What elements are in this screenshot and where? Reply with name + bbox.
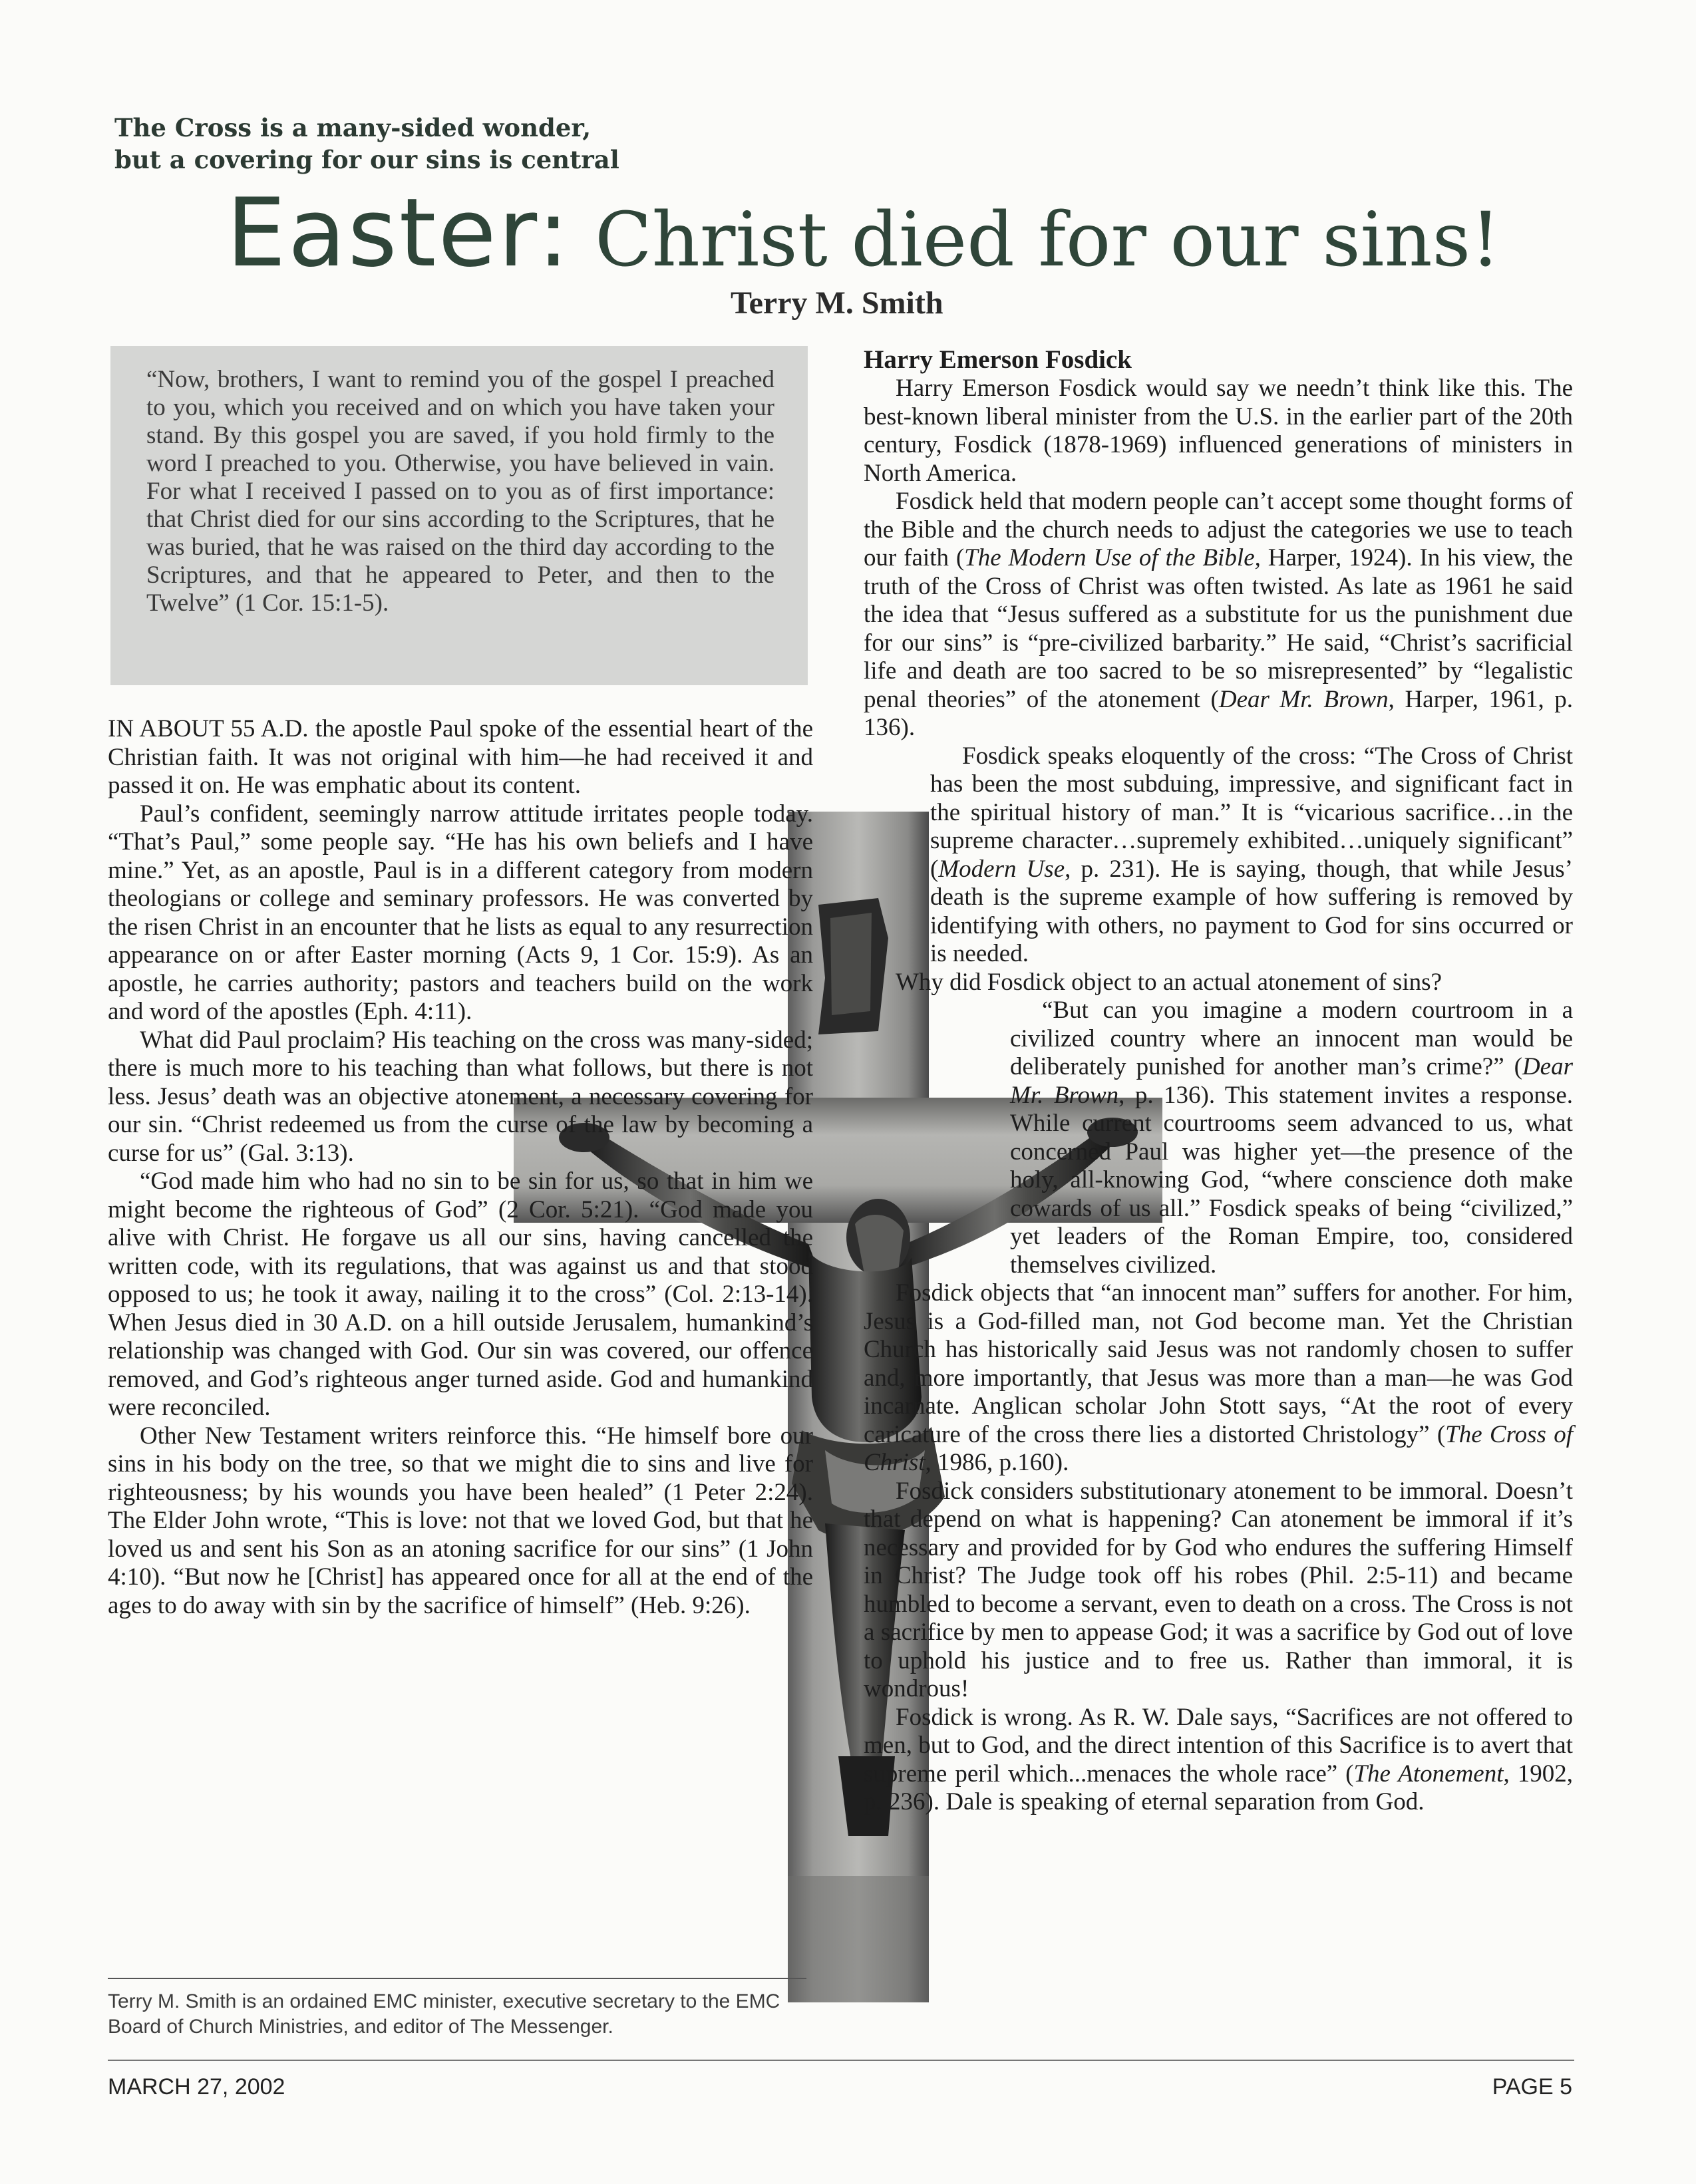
author-bio: Terry M. Smith is an ordained EMC minister, executive secretary to the EMC Board of Church Ministries, and editor of The Messenger. (108, 1990, 780, 2038)
left-paragraph-2 (108, 800, 813, 1026)
right-paragraph-2-a: Fosdick held that modern people can’t accept some thought forms of the Bible and the church needs to adjust the categories we use to teach our faith ( (864, 488, 1573, 571)
right-paragraph-3-b: , p. 231). He is saying, though, that while Jesus’ death is the supreme example of how suffering is removed by identifying with others, no payment to God for sins occurred or is needed. (930, 855, 1573, 967)
right-paragraph-2 (864, 488, 1573, 742)
kicker-line-2: but a covering for our sins is central (114, 145, 619, 174)
right-paragraph-5 (1010, 997, 1573, 1279)
right-paragraph-6-a: Fosdick objects that “an innocent man” suffers for another. For him, Jesus is a God-filled man, not God become man. Yet the Christian Church has historically said Jesus was not randomly chosen to suffer and, more importantly, that Jesus was more than a man—he was God incarnate. Anglican scholar John Stott says, “At the root of every caricature of the cross there lies a distorted Christology” ( (864, 1279, 1573, 1448)
right-paragraph-7: Fosdick considers substitutionary atonement to be immoral. Doesn’t that depend on what is happening? Can atonement be immoral if it’s necessary and provided for by God who endures the suffering Himself in Christ? The Judge took off his robes (Phil. 2:5-11) and became humbled to become a servant, even to death on a cross. The Cross is not a sacrifice by men to appease God; it was a sacrifice by God out of love to uphold his justice and to free us. Rather than immoral, it is wondrous! (864, 1477, 1573, 1702)
byline: Terry M. Smith (731, 285, 943, 321)
headline-word-1: Easter: (226, 178, 572, 288)
footer-page-number: PAGE 5 (1492, 2074, 1572, 2100)
right-paragraph-5-a: “But can you imagine a modern courtroom in a civilized country where an innocent man would be deliberately punished for another man’s crime?” ( (1010, 997, 1573, 1080)
right-paragraph-6-b: , 1986, p.160). (925, 1449, 1069, 1476)
right-paragraph-8 (864, 1704, 1573, 1817)
headline-rest: Christ died for our sins! (571, 197, 1501, 283)
right-paragraph-5-b: , p. 136). This statement invites a response. While current courtrooms seem advanced to us, what concerned Paul was higher yet—the presence of the holy, all-knowing God, “where conscience doth make cowards of us all.” Fosdick speaks of being “civilized,” yet leaders of the Roman Empire, too, considered themselves civilized. (1010, 1081, 1573, 1279)
book-title-dear-mr-brown: Dear Mr. Brown (1218, 685, 1389, 713)
bio-divider (108, 1978, 806, 1979)
right-column (864, 345, 1573, 1817)
right-paragraph-2-b: Harper, 1924). In his view, the truth of the Cross of Christ was often twisted. As late as 1961 he said the idea that “Jesus suffered as a substitute for us the punishment due for our sins” is “pre-civilized barbarity.” He said, “Christ’s sacrificial life and death are too sacred to be so misrepresented” by “legalistic penal theories” of the atonement ( (864, 544, 1573, 713)
book-title-modern-use: The Modern Use of the Bible, (964, 544, 1261, 571)
left-paragraph-4: “God made him who had no sin to be sin for us, so that in him we might become the righteous of God” (2 Cor. 5:21). “God made you alive with Christ. He forgave us all our sins, having cancelled the written code, with its regulations, that was against us and that stood opposed to us; he took it away, nailing it to the cross” (Col. 2:13-14). When Jesus died in 30 A.D. on a hill outside Jerusalem, humankind’s relationship was changed with God. Our sin was covered, our offence removed, and God’s righteous anger turned aside. God and humankind were reconciled. (108, 1168, 813, 1421)
right-paragraph-8-b: , 1902, p. 236). Dale is speaking of eternal separation from God. (864, 1760, 1573, 1815)
kicker (114, 112, 846, 176)
headline (226, 178, 1557, 288)
right-paragraph-8-a: Fosdick is wrong. As R. W. Dale says, “Sacrifices are not offered to men, but to God, and the direct intention of this Sacrifice is to avert that supreme peril which...menaces the whole race” ( (864, 1703, 1573, 1788)
pull-quote-box (110, 346, 808, 685)
book-title-atonement: The Atonement (1353, 1760, 1504, 1788)
left-paragraph-1: IN ABOUT 55 A.D. the apostle Paul spoke of the essential heart of the Christian faith. It was not original with him—he had received it and passed it on. He was emphatic about its content. (108, 715, 813, 799)
right-paragraph-4: Why did Fosdick object to an actual atonement of sins? (896, 968, 1442, 996)
footer-divider (108, 2060, 1574, 2061)
right-paragraph-6 (864, 1279, 1573, 1478)
left-paragraph-3: What did Paul proclaim? His teaching on the cross was many-sided; there is much more to his teaching than what follows, but there is not less. Jesus’ death was an objective atonement, a necessary covering for our sin. “Christ redeemed us from the curse of the law by becoming a curse for us” (Gal. 3:13). (108, 1026, 813, 1167)
right-paragraph-1: Harry Emerson Fosdick would say we needn’t think like this. The best-known liberal minister from the U.S. in the earlier part of the 20th century, Fosdick (1878-1969) influenced generations of ministers in North America. (864, 375, 1573, 487)
right-paragraph-2-c: , Harper, 1961, p. 136). (864, 685, 1574, 741)
right-paragraph-3-a: Fosdick speaks eloquently of the cross: “The Cross of Christ has been the most subduing, impressive, and significant fact in the spiritual history of man.” It is “vicarious sacrifice…in the supreme character…supremely exhibited…uniquely significant” ( (930, 742, 1573, 883)
right-paragraph-3 (930, 742, 1573, 969)
footer-date: MARCH 27, 2002 (108, 2074, 285, 2100)
pull-quote-text: “Now, brothers, I want to remind you of the gospel I preached to you, which you received and on which you have taken your stand. By this gospel you are saved, if you hold firmly to the word I preached to you. Otherwise, you have believed in vain. For what I received I passed on to you as of first importance: that Christ died for our sins according to the Scriptures, that he was buried, that he was raised on the third day according to the Scriptures, and that he appeared to Peter, and then to the Twelve” (1 Cor. 15:1-5). (146, 366, 774, 617)
left-paragraph-5: Other New Testament writers reinforce this. “He himself bore our sins in his body on the tree, so that we might die to sins and live for righteousness; by his wounds you have been healed” (1 Peter 2:24). The Elder John wrote, “This is love: not that we loved God, but that he loved us and sent his Son as an atoning sacrifice for our sins” (1 John 4:10). “But now he [Christ] has appeared once for all at the end of the ages to do away with sin by the sacrifice of himself” (Heb. 9:26). (108, 1422, 813, 1619)
section-subhead: Harry Emerson Fosdick (864, 345, 1132, 374)
kicker-line-1: The Cross is a many-sided wonder, (114, 113, 592, 142)
left-column (108, 715, 813, 1620)
book-title-modern-use-2: Modern Use (938, 855, 1065, 883)
left-paragraph-2-text: Paul’s confident, seemingly narrow attitude irritates people today. “That’s Paul,” some people say. “He has his own beliefs and I have mine.” Yet, as an apostle, Paul is in a different category from modern theologians or college and seminary professors. He was converted by the risen Christ in an encounter that he lists as equal to any resurrection appearance on or after Easter morning (Acts 9, 1 Cor. 15:9). As an apostle, he carries authority; pastors and teachers build on the work and word of the apostles (Eph. 4:11). (108, 800, 813, 1025)
book-title-cross-of-christ: The Cross of Christ (864, 1420, 1573, 1476)
book-title-dear-mr-brown-2: Dear Mr. Brown (1010, 1053, 1573, 1109)
